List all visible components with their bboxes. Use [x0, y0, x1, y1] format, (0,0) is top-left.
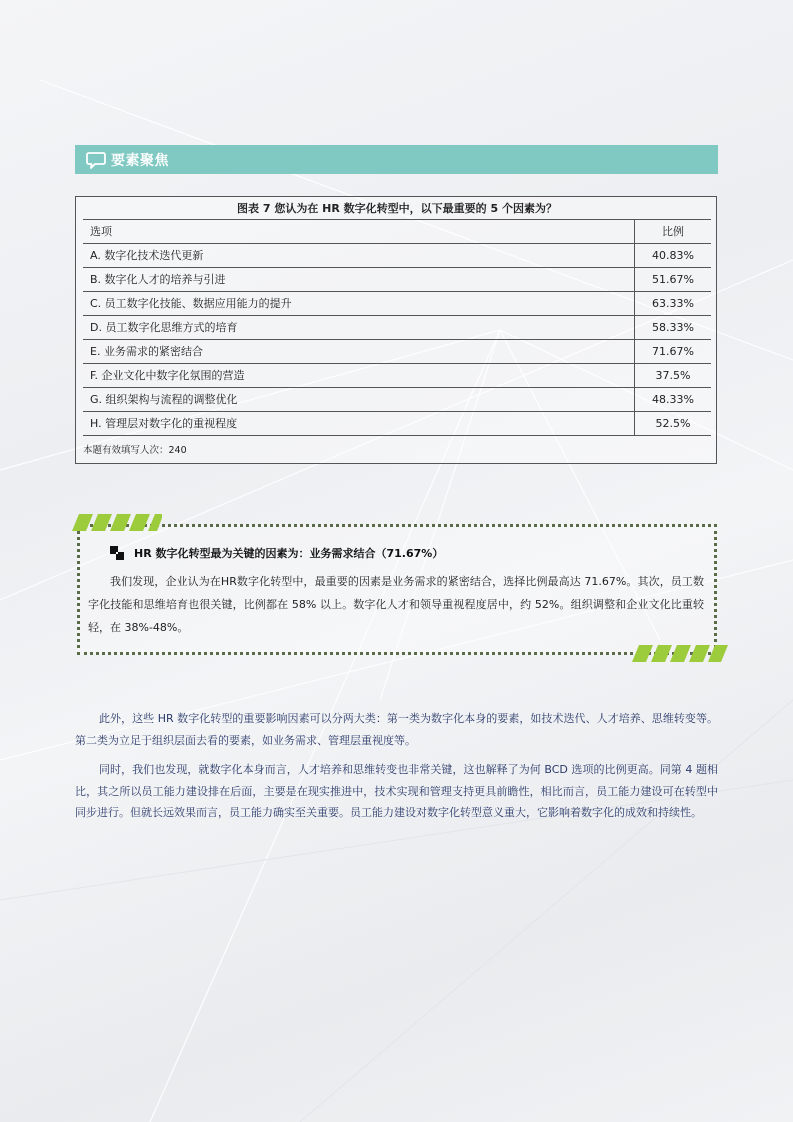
option-cell: C. 员工数字化技能、数据应用能力的提升 — [90, 297, 292, 310]
section-header — [75, 145, 718, 174]
table-caption: 图表 7 您认为在 HR 数字化转型中，以下最重要的 5 个因素为？ — [83, 197, 711, 220]
table-footer: 本题有效填写人次：240 — [83, 445, 187, 456]
square-bullet-icon — [110, 546, 124, 560]
survey-table — [75, 196, 717, 464]
ratio-cell: 51.67% — [634, 268, 711, 291]
ratio-cell: 63.33% — [634, 292, 711, 315]
table-row — [83, 388, 711, 412]
option-cell: E. 业务需求的紧密结合 — [90, 345, 203, 358]
stripe-decoration-top — [66, 514, 162, 531]
ratio-cell: 58.33% — [634, 316, 711, 339]
section-title: 要素聚焦 — [111, 152, 169, 169]
paragraph: 同时，我们也发现，就数字化本身而言，人才培养和思维转变也非常关键，这也解释了为何 BCD 选项的比例更高。同第 4 题相比，其之所以员工能力建设排在后面，主要是在现实推进中，技术实现和管理支持更具前瞻性，相比而言，员工能力建设可在转型中同步进行。但就长远效果而言，员工能力确实至关重要。员工能力建设对数字化转型意义重大，它影响着数字化的成效和持续性。 — [75, 763, 718, 819]
option-cell: F. 企业文化中数字化氛围的营造 — [90, 369, 245, 382]
ratio-cell: 48.33% — [634, 388, 711, 411]
option-cell: G. 组织架构与流程的调整优化 — [90, 393, 238, 406]
table-row — [83, 340, 711, 364]
header-option: 选项 — [90, 225, 112, 238]
speech-bubble-icon — [85, 149, 107, 171]
table-row — [83, 364, 711, 388]
option-cell: H. 管理层对数字化的重视程度 — [90, 417, 238, 430]
table-row — [83, 268, 711, 292]
option-cell: A. 数字化技术迭代更新 — [90, 249, 204, 262]
ratio-cell: 37.5% — [634, 364, 711, 387]
ratio-cell: 52.5% — [634, 412, 711, 435]
callout-title — [110, 544, 443, 562]
table-row — [83, 316, 711, 340]
option-cell: B. 数字化人才的培养与引进 — [90, 273, 226, 286]
header-ratio: 比例 — [634, 220, 711, 243]
stripe-decoration-bottom — [632, 645, 728, 662]
table-row — [83, 412, 711, 436]
option-cell: D. 员工数字化思维方式的培育 — [90, 321, 238, 334]
paragraph: 此外，这些 HR 数字化转型的重要影响因素可以分两大类：第一类为数字化本身的要素，如技术迭代、人才培养、思维转变等。第二类为立足于组织层面去看的要素，如业务需求、管理层重视度等。 — [75, 712, 718, 747]
table-row — [83, 292, 711, 316]
ratio-cell: 71.67% — [634, 340, 711, 363]
table-row — [83, 244, 711, 268]
callout-title-text: HR 数字化转型最为关键的因素为：业务需求结合（71.67%） — [134, 547, 444, 560]
ratio-cell: 40.83% — [634, 244, 711, 267]
callout-body: 我们发现，企业认为在HR数字化转型中，最重要的因素是业务需求的紧密结合，选择比例最高达 71.67%。其次，员工数字化技能和思维培育也很关键，比例都在 58% 以上。数字化人才和领导重视程度居中，约 52%。组织调整和企业文化比重较轻，在 38%-48%。 — [88, 575, 704, 634]
table-header-row — [83, 220, 711, 244]
